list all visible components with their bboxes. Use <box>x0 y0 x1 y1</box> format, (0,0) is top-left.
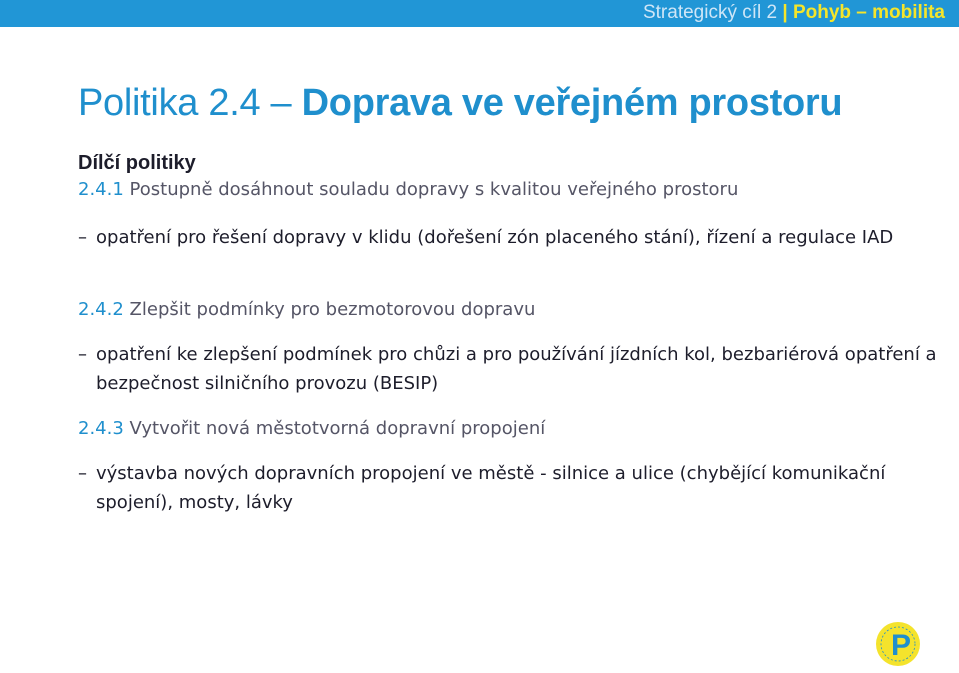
bullet-text: výstavba nových dopravních propojení ve městě - silnice a ulice (chybějící komunikační spojení), mosty, lávky <box>96 463 886 513</box>
section-number: 2.4.1 <box>78 179 124 200</box>
page-title-regular: Politika 2.4 – <box>78 82 302 124</box>
breadcrumb-separator: | <box>782 2 788 23</box>
page-title <box>78 79 842 127</box>
top-bar <box>0 0 959 27</box>
page-title-bold: Doprava ve veřejném prostoru <box>301 82 843 124</box>
subtitle: Dílčí politiky <box>78 152 196 174</box>
breadcrumb-goal: Strategický cíl 2 <box>642 2 778 23</box>
city-logo-graphic <box>873 619 923 669</box>
section-heading-2-4-2 <box>78 298 535 322</box>
city-logo-icon <box>873 619 923 669</box>
section-number: 2.4.2 <box>78 299 124 320</box>
section-heading-2-4-1 <box>78 178 738 202</box>
section-number: 2.4.3 <box>78 418 124 439</box>
bullet-item <box>78 223 938 252</box>
section-heading-2-4-3 <box>78 417 545 441</box>
breadcrumb <box>643 1 945 25</box>
section-heading-text: Zlepšit podmínky pro bezmotorovou dopravu <box>129 299 536 320</box>
breadcrumb-topic: Pohyb – mobilita <box>792 2 945 23</box>
bullet-dash: – <box>78 463 87 484</box>
bullet-dash: – <box>78 227 87 248</box>
section-heading-text: Vytvořit nová městotvorná dopravní propojení <box>129 418 546 439</box>
logo-letter: P <box>891 629 912 662</box>
bullet-item <box>78 459 938 517</box>
bullet-item <box>78 340 938 398</box>
section-heading-text: Postupně dosáhnout souladu dopravy s kvalitou veřejného prostoru <box>129 179 739 200</box>
bullet-dash: – <box>78 344 87 365</box>
bullet-text: opatření pro řešení dopravy v klidu (dořešení zón placeného stání), řízení a regulace IAD <box>96 227 894 248</box>
bullet-text: opatření ke zlepšení podmínek pro chůzi a pro používání jízdních kol, bezbariérová opatření a bezpečnost silničního provozu (BESIP) <box>96 344 937 394</box>
